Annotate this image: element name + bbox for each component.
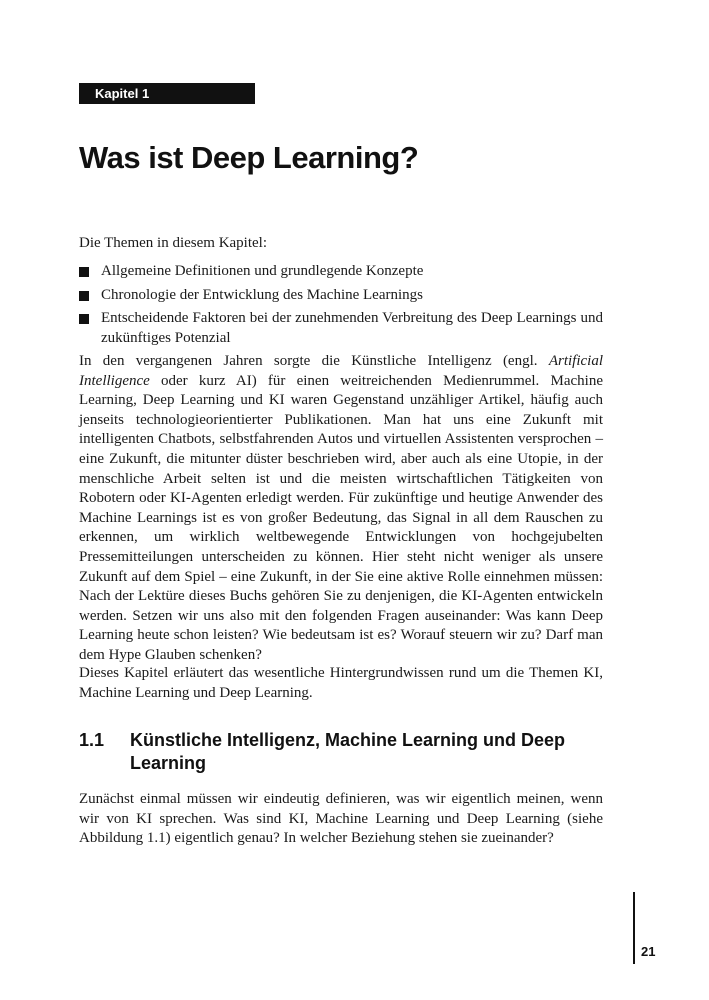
section-title: Künstliche Intelligenz, Machine Learning und Deep Learning xyxy=(130,730,566,773)
section-number: 1.1 xyxy=(79,730,105,750)
list-item xyxy=(79,286,603,306)
list-item-text: Chronologie der Entwicklung des Machine Learnings xyxy=(101,286,424,303)
list-item xyxy=(79,262,603,282)
square-bullet-icon xyxy=(79,267,89,277)
page-margin-rule xyxy=(633,892,635,964)
section-heading xyxy=(79,729,603,775)
list-item xyxy=(79,309,603,348)
paragraph-chapter-summary: Dieses Kapitel erläutert das wesentliche Hintergrundwissen rund um die Themen KI, Machine Learning und Deep Learning. xyxy=(79,665,603,701)
list-item-text: Allgemeine Definitionen und grundlegende Konzepte xyxy=(101,263,424,279)
page-number: 21 xyxy=(641,944,656,959)
square-bullet-icon xyxy=(79,314,89,324)
emphasis-term: Artificial Intelligence xyxy=(79,353,603,389)
list-item-text: Entscheidende Faktoren bei der zunehmenden Verbreitung des Deep Learnings und zukünftiges Potenzial xyxy=(101,310,603,346)
paragraph-text: In den vergangenen Jahren sorgte die Künstliche Intelligenz (engl. xyxy=(79,353,549,369)
paragraph-intro-ai xyxy=(79,352,603,666)
intro-lead: Die Themen in diesem Kapitel: xyxy=(79,235,268,251)
topic-list xyxy=(79,262,603,352)
square-bullet-icon xyxy=(79,291,89,301)
chapter-title: Was ist Deep Learning? xyxy=(79,140,419,175)
chapter-label: Kapitel 1 xyxy=(79,83,255,104)
paragraph-text: oder kurz AI) für einen weitreichenden Medienrummel. Machine Learning, Deep Learning und KI waren Gegenstand unzähliger Artikel, häufig auch jenseits technologieorientierter Publikationen. Man hat uns eine Zukunft mit intelligenten Chatbots, selbstfahrenden Autos und virtuellen Assistenten versprochen – eine Zukunft, die mitunter düster beschrieben wird, aber auch als eine Utopie, in der menschliche Arbeit selten ist und die meisten wirtschaftlichen Tätigkeiten von Robotern oder KI-Agenten erledigt werden. Für zukünftige und heutige Anwender des Machine Learnings ist es von großer Bedeutung, das Signal in all dem Rauschen zu erkennen, um wirklich weltbewegende Entwicklungen von hochgejubelten Pressemitteilungen unterscheiden zu können. Hier steht nicht weniger als unsere Zukunft auf dem Spiel – eine Zukunft, in der Sie eine aktive Rolle einnehmen müssen: Nach der Lektüre dieses Buchs gehören Sie zu denjenigen, die KI-Agenten entwickeln werden. Setzen wir uns also mit den folgenden Fragen auseinander: Was kann Deep Learning heute schon leisten? Wie bedeutsam ist es? Worauf steuern wir zu? Darf man dem Hype Glauben schenken? xyxy=(79,372,603,663)
paragraph-definitions: Zunächst einmal müssen wir eindeutig definieren, was wir eigentlich meinen, wenn wir von KI sprechen. Was sind KI, Machine Learning und Deep Learning (siehe Abbildung 1.1) eigentlich genau? In welcher Beziehung stehen sie zueinander? xyxy=(79,791,603,847)
